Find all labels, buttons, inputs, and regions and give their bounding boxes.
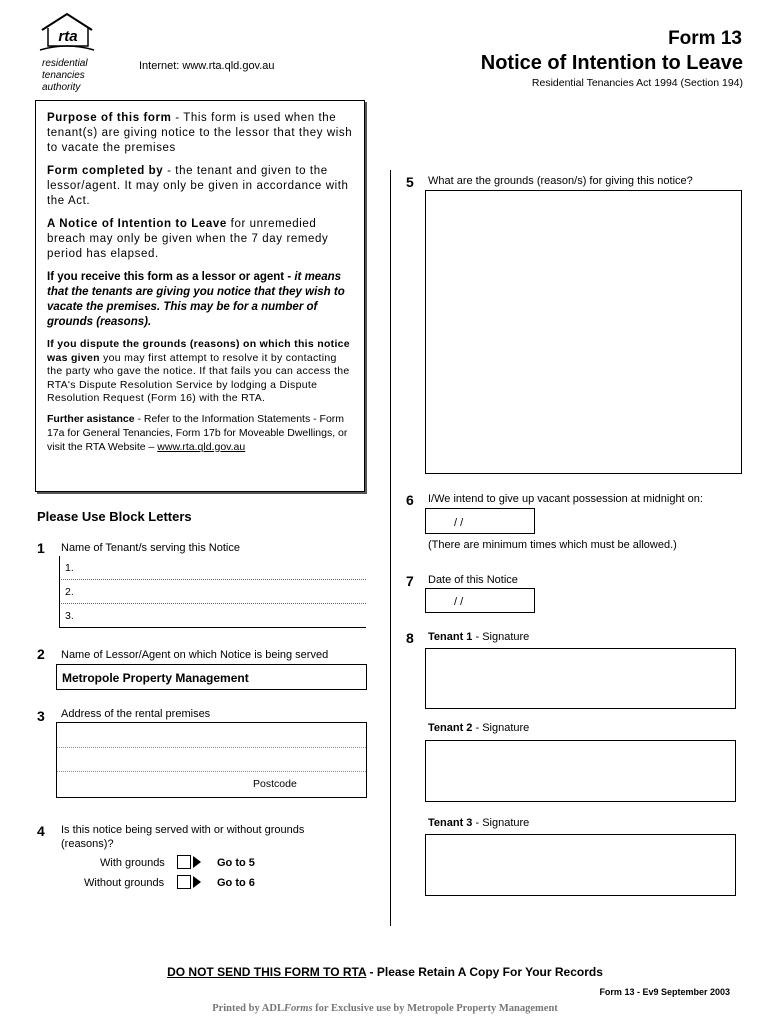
internet-address: Internet: www.rta.qld.gov.au [139, 60, 275, 72]
rta-website-link[interactable]: www.rta.qld.gov.au [157, 440, 246, 453]
tenant2-signature-label: Tenant 2 - Signature [428, 722, 530, 734]
question-number: 6 [406, 492, 414, 508]
q3-label: Address of the rental premises [61, 708, 211, 720]
form-title: Notice of Intention to Leave [480, 52, 743, 74]
form-revision: Form 13 - Ev9 September 2003 [599, 987, 730, 997]
form-number: Form 13 [668, 28, 742, 49]
without-grounds-checkbox[interactable] [177, 875, 191, 889]
tenant2-signature-field[interactable] [425, 740, 736, 802]
column-divider [390, 170, 391, 926]
divider [57, 747, 366, 748]
purpose-info-box: Purpose of this form - This form is used when the tenant(s) are giving notice to the lessor that they wish to vacate the premises Form completed by - the tenant and given to the lessor/agent. It may only be given in accordance with the Act. A Notice of Intention to Leave for unremedied breach may only be given when the 7 day remedy period has elapsed. If you receive this form as a lessor or agent - it means that the tenants are giving you notice that they wish to vacate the premises. This may be for a number of grounds (reasons). If you dispute the grounds (reasons) on which this notice was given you may first attempt to resolve it by contacting the party who gave the notice. If that fails you can access the RTA's Dispute Resolution Service by lodging a Dispute Resolution Request (Form 16) with the RTA. Further asistance - Refer to the Information Statements - Form 17a for General Tenancies, Form 17b for Moveable Dwellings, or visit the RTA Website – www.rta.qld.gov.au [35, 100, 365, 492]
form-act-reference: Residential Tenancies Act 1994 (Section 194) [531, 77, 743, 89]
without-grounds-label: Without grounds [84, 877, 165, 889]
arrow-right-icon [193, 876, 201, 888]
logo-text: residential tenancies authority [42, 58, 88, 93]
question-number: 7 [406, 573, 414, 589]
divider [57, 771, 366, 772]
q1-label: Name of Tenant/s serving this Notice [61, 542, 240, 554]
vacate-date-field[interactable]: / / [425, 508, 535, 534]
q6-label: I/We intend to give up vacant possession at midnight on: [428, 493, 703, 505]
minimum-times-note: (There are minimum times which must be allowed.) [428, 539, 677, 551]
postcode-label: Postcode [253, 778, 297, 790]
question-number: 1 [37, 540, 45, 556]
tenant1-signature-field[interactable] [425, 648, 736, 709]
tenant-name-field[interactable]: 2. [59, 582, 366, 604]
block-letters-heading: Please Use Block Letters [37, 509, 192, 524]
go-to-6-label: Go to 6 [217, 877, 255, 889]
grounds-textarea[interactable] [425, 190, 742, 474]
with-grounds-checkbox[interactable] [177, 855, 191, 869]
go-to-5-label: Go to 5 [217, 857, 255, 869]
tenant-name-field[interactable]: 3. [65, 610, 74, 622]
q2-label: Name of Lessor/Agent on which Notice is being served [61, 649, 329, 661]
lessor-agent-field[interactable]: Metropole Property Management [56, 664, 367, 690]
tenant3-signature-field[interactable] [425, 834, 736, 896]
tenant-name-field[interactable]: 1. [59, 558, 366, 580]
notice-date-field[interactable]: / / [425, 588, 535, 613]
tenant1-signature-label: Tenant 1 - Signature [428, 631, 530, 643]
address-field[interactable] [56, 722, 367, 798]
tenant3-signature-label: Tenant 3 - Signature [428, 817, 530, 829]
retain-copy-warning: DO NOT SEND THIS FORM TO RTA - Please Retain A Copy For Your Records [167, 965, 603, 979]
divider [59, 627, 366, 628]
question-number: 3 [37, 708, 45, 724]
q4-label: Is this notice being served with or without grounds (reasons)? [61, 824, 305, 850]
q5-label: What are the grounds (reason/s) for giving this notice? [428, 175, 693, 187]
printed-by-line: Printed by ADLForms for Exclusive use by Metropole Property Management [212, 1003, 558, 1014]
question-number: 4 [37, 823, 45, 839]
arrow-right-icon [193, 856, 201, 868]
with-grounds-label: With grounds [100, 857, 165, 869]
svg-text:rta: rta [58, 28, 78, 45]
divider [59, 556, 60, 628]
question-number: 5 [406, 174, 414, 190]
question-number: 8 [406, 630, 414, 646]
rta-logo-icon [38, 12, 96, 52]
question-number: 2 [37, 646, 45, 662]
q7-label: Date of this Notice [428, 574, 518, 586]
